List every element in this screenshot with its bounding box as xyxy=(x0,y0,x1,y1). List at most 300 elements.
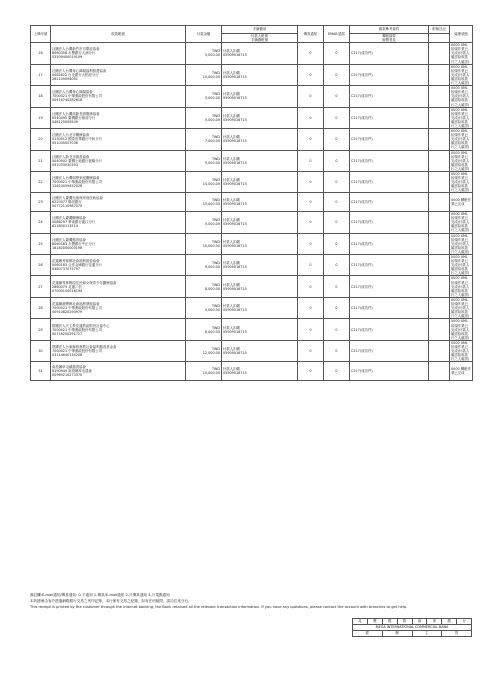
payee-name: 社團法人台灣新竹市自閉症協會 xyxy=(52,47,100,52)
payee-bank: 7000021 中華郵政股份有限公司 xyxy=(52,306,103,311)
row-email-notify: 0 xyxy=(324,193,350,212)
row-note xyxy=(222,86,298,107)
row-note-text: 付款人扣繳 xyxy=(223,156,240,161)
header-note-sub xyxy=(222,34,298,43)
row-mark xyxy=(429,340,450,361)
payee-account: 0380737075797 xyxy=(52,267,81,272)
row-payee xyxy=(51,233,186,254)
header-payee: 收款帳號 xyxy=(51,26,186,43)
row-amount-value: 5,000.00 xyxy=(204,160,220,165)
payee-account: 18180000000196 xyxy=(52,245,83,250)
row-amount xyxy=(186,64,222,85)
bank-name: MEGA INTERNATIONAL COMMERCIAL BANK xyxy=(353,625,472,631)
row-seq: 28 xyxy=(31,297,51,318)
row-payee xyxy=(51,150,186,171)
bank-stamp-cell: 際 xyxy=(397,619,412,625)
row-amount-value: 5,000.00 xyxy=(204,96,220,101)
row-note xyxy=(222,340,298,361)
bank-stamp-cell: 業 xyxy=(427,619,442,625)
row-note xyxy=(222,172,298,193)
row-amount xyxy=(186,233,222,254)
row-currency: TWD xyxy=(211,282,220,287)
row-fax-notify: 0 xyxy=(298,255,324,276)
payee-name: 社團法人臺灣關懷協會 xyxy=(52,216,86,221)
row-note-text: 付款人扣繳 xyxy=(223,70,240,75)
table-row xyxy=(31,64,473,85)
row-seq: 16 xyxy=(31,43,51,64)
payee-name: 社團法人臺灣兒童與家庭扶助協會 xyxy=(52,196,103,201)
row-result: C217(成功件) xyxy=(350,172,429,193)
row-currency: TWD xyxy=(211,239,220,244)
payee-name: 社團法人台灣身心障礙福利照護協會 xyxy=(52,68,107,73)
row-seq: 17 xyxy=(31,64,51,85)
row-amount xyxy=(186,172,222,193)
row-amount xyxy=(186,340,222,361)
header-fax-notify: 傳真通知 xyxy=(298,26,324,43)
row-email-notify: 0 xyxy=(324,150,350,171)
row-fax-notify: 0 xyxy=(298,233,324,254)
row-amount xyxy=(186,297,222,318)
row-note-text: 付款人扣繳 xyxy=(223,198,240,203)
row-note-account: 05909016715 xyxy=(223,222,247,227)
row-fax-notify: 0 xyxy=(298,319,324,340)
bank-sign-cell: 主 xyxy=(412,631,442,637)
bank-sign-cell: 經 xyxy=(353,631,383,637)
row-amount-value: 10,000.00 xyxy=(202,243,220,248)
row-email-notify: 0 xyxy=(324,86,350,107)
footer-english: This receipt is printed by the customer through the Internet banking, the Bank retained all the relevant transaction information. If you have any questions, please contact the account with branches to get help. xyxy=(30,605,408,609)
payee-account: 00969210273370 xyxy=(52,373,83,378)
payee-bank: 2860075 花蓮二信 xyxy=(52,284,82,289)
header-seq: 上傳序號 xyxy=(31,26,51,43)
bank-stamp-cell: 銀 xyxy=(442,619,457,625)
payee-bank: 0082622 台北銀行大稻埕分行 xyxy=(52,72,99,77)
row-memo: 0000 XML抬頭作業已完成(付款人確認給收款行之人確認) xyxy=(450,276,473,297)
header-email-notify: EMAIL通知 xyxy=(324,26,350,43)
payee-bank: 0040902 臺灣土地銀行板橋分行 xyxy=(52,158,103,163)
payee-account: 051035007036 xyxy=(52,141,78,146)
row-note-account: 05909016715 xyxy=(223,265,247,270)
row-email-notify: 0 xyxy=(324,276,350,297)
row-memo: 0000 XML抬頭作業已完成(付款人確認給收款行之人確認) xyxy=(450,86,473,107)
row-note xyxy=(222,64,298,85)
row-payee xyxy=(51,172,186,193)
row-note xyxy=(222,297,298,318)
footer-legend: 備註欄:E-mail通知/傳真通知: 0-不通知 1-傳真/E-mail通知 2-只傳真通知 3-只電郵通知 xyxy=(30,593,170,597)
table-row xyxy=(31,129,473,150)
row-result: C217(成功件) xyxy=(350,64,429,85)
header-amount: 付款金額 xyxy=(186,26,222,43)
row-amount-value: 14,000.00 xyxy=(202,182,220,187)
row-note xyxy=(222,193,298,212)
row-result: C217(成功件) xyxy=(350,43,429,64)
row-email-notify: 0 xyxy=(324,233,350,254)
payee-name: 南投縣草屯鎮慈善協會 xyxy=(52,365,86,369)
row-memo: 0000 XML抬頭作業已完成(付款人確認給收款行之人確認) xyxy=(450,319,473,340)
payee-name: 社團法人台灣身心障礙協會 xyxy=(52,90,93,95)
payee-account: 00416740282618 xyxy=(52,98,83,103)
row-seq: 27 xyxy=(31,276,51,297)
row-note xyxy=(222,319,298,340)
row-note-text: 付款人扣繳 xyxy=(223,325,240,330)
row-currency: TWD xyxy=(211,218,220,223)
row-amount-value: 9,000.00 xyxy=(204,265,220,270)
table-row xyxy=(31,172,473,193)
payee-bank: 0540495 臺灣銀行館前分行 xyxy=(52,115,96,120)
row-currency: TWD xyxy=(211,261,220,266)
payee-bank: 7000021 中華郵政股份有限公司 xyxy=(52,327,103,332)
row-currency: TWD xyxy=(211,198,220,203)
row-mark xyxy=(429,107,450,128)
header-memo: 處理狀態 xyxy=(450,26,473,43)
row-mark xyxy=(429,172,450,193)
row-mark xyxy=(429,129,450,150)
row-mark xyxy=(429,86,450,107)
payee-bank: 6220077 陽信銀行 xyxy=(52,200,82,205)
row-email-notify: 0 xyxy=(324,255,350,276)
row-memo: 0000 XML抬頭作業已完成(付款人確認給收款行之人確認) xyxy=(450,233,473,254)
table-row xyxy=(31,233,473,254)
table-row xyxy=(31,86,473,107)
row-fax-notify: 0 xyxy=(298,86,324,107)
payee-account: 262109094051 xyxy=(52,76,78,81)
row-fax-notify: 0 xyxy=(298,129,324,150)
row-result: C217(成功件) xyxy=(350,362,429,381)
row-email-notify: 0 xyxy=(324,129,350,150)
row-memo: 0000 轉帳作業已完成 xyxy=(450,193,473,212)
row-fax-notify: 0 xyxy=(298,193,324,212)
table-row xyxy=(31,193,473,212)
row-amount xyxy=(186,107,222,128)
row-amount xyxy=(186,193,222,212)
table-row xyxy=(31,43,473,64)
row-amount-value: 8,000.00 xyxy=(204,286,220,291)
header-result-sub xyxy=(350,34,429,43)
row-fax-notify: 0 xyxy=(298,276,324,297)
row-memo: 0000 XML抬頭作業已完成(付款人確認給收款行之人確認) xyxy=(450,150,473,171)
row-seq: 21 xyxy=(31,150,51,171)
row-amount xyxy=(186,43,222,64)
row-payee xyxy=(51,129,186,150)
row-email-notify: 0 xyxy=(324,340,350,361)
transaction-table xyxy=(30,25,473,381)
payee-bank: 8060358 永豐銀行大湳分行 xyxy=(52,51,96,56)
payee-account: 621800113510 xyxy=(52,224,78,229)
row-payee xyxy=(51,362,186,381)
row-amount-value: 5,000.00 xyxy=(204,53,220,58)
row-payee xyxy=(51,340,186,361)
payee-name: 社團法人臺灣慈善協會 xyxy=(52,237,86,242)
row-note-account: 05909016715 xyxy=(223,286,247,291)
row-seq: 26 xyxy=(31,255,51,276)
table-row xyxy=(31,297,473,318)
row-payee xyxy=(51,319,186,340)
row-mark xyxy=(429,43,450,64)
row-seq: 23 xyxy=(31,193,51,212)
row-amount-value: 7,000.00 xyxy=(204,139,220,144)
row-fax-notify: 0 xyxy=(298,43,324,64)
row-currency: TWD xyxy=(211,178,220,183)
row-amount-value: 5,000.00 xyxy=(204,117,220,122)
table-row xyxy=(31,107,473,128)
payee-bank: 7000021 中華郵政股份有限公司 xyxy=(52,349,103,354)
row-currency: TWD xyxy=(211,156,220,161)
row-fax-notify: 0 xyxy=(298,172,324,193)
row-currency: TWD xyxy=(211,70,220,75)
row-note xyxy=(222,43,298,64)
row-note-account: 05909016715 xyxy=(223,329,247,334)
row-currency: TWD xyxy=(211,49,220,54)
header-row-1 xyxy=(31,26,473,34)
payee-name: 花蓮縣壽豐鄉社會福利發展協會 xyxy=(52,302,100,307)
row-mark xyxy=(429,212,450,233)
payee-account: 091033030393 xyxy=(52,162,78,167)
payee-bank: 6190949 南投縣草屯農會 xyxy=(52,369,92,374)
payee-bank: 7000021 中華郵政股份有限公司 xyxy=(52,180,103,185)
row-result: C217(成功件) xyxy=(350,255,429,276)
bank-sign-cell: 管 xyxy=(442,631,472,637)
header-memo-sub xyxy=(429,34,450,43)
row-result: C217(成功件) xyxy=(350,233,429,254)
row-seq: 25 xyxy=(31,233,51,254)
row-memo: 0000 XML抬頭作業已完成(付款人確認給收款行之人確認) xyxy=(450,255,473,276)
payee-name: 花蓮縣秀林鄉社會福利慈善協會 xyxy=(52,259,100,264)
row-note xyxy=(222,362,298,381)
row-note-account: 05909016715 xyxy=(223,53,247,58)
footer-disclaimer: 本收據係由客戶透過網路銀行交易之列印記錄，本行保有交易之紀錄，如有任何疑問，請洽往來分行。 xyxy=(30,599,192,603)
payee-name: 花蓮縣秀林鄉原住民婦女與青少年關懷協會 xyxy=(52,280,117,285)
row-amount-value: 10,000.00 xyxy=(202,74,220,79)
row-mark xyxy=(429,233,450,254)
row-email-notify: 0 xyxy=(324,212,350,233)
row-note xyxy=(222,129,298,150)
row-mark xyxy=(429,64,450,85)
payee-account: 00772110987070 xyxy=(52,204,83,209)
row-email-notify: 0 xyxy=(324,319,350,340)
header-result-top: 轉帳摘要 xyxy=(382,34,396,38)
payee-account: 03509400019109 xyxy=(52,55,83,60)
row-currency: TWD xyxy=(211,113,220,118)
row-email-notify: 0 xyxy=(324,297,350,318)
row-email-notify: 0 xyxy=(324,64,350,85)
row-payee xyxy=(51,297,186,318)
row-mark xyxy=(429,193,450,212)
row-note-text: 付款人扣繳 xyxy=(223,239,240,244)
row-currency: TWD xyxy=(211,304,220,309)
row-note-text: 付款人扣繳 xyxy=(223,261,240,266)
row-fax-notify: 0 xyxy=(298,107,324,128)
row-email-notify: 0 xyxy=(324,362,350,381)
payee-bank: 8060183 永豐銀行中正分行 xyxy=(52,241,96,246)
row-result: C217(成功件) xyxy=(350,107,429,128)
row-mark xyxy=(429,255,450,276)
row-note-text: 付款人扣繳 xyxy=(223,367,240,372)
row-note-text: 付款人扣繳 xyxy=(223,304,240,309)
row-currency: TWD xyxy=(211,347,220,352)
row-seq: 18 xyxy=(31,86,51,107)
payee-account: 00910820290979 xyxy=(52,310,83,315)
payee-name: 社團法人台灣弱勢家庭關懷協會 xyxy=(52,176,100,181)
table-row xyxy=(31,319,473,340)
row-mark xyxy=(429,276,450,297)
row-payee xyxy=(51,276,186,297)
row-fax-notify: 0 xyxy=(298,150,324,171)
row-memo: 0000 XML抬頭作業已完成(付款人確認給收款行之人確認) xyxy=(450,340,473,361)
row-seq: 20 xyxy=(31,129,51,150)
row-note-account: 05909016715 xyxy=(223,202,247,207)
row-amount-value: 5,000.00 xyxy=(204,222,220,227)
row-note xyxy=(222,212,298,233)
row-result: C217(成功件) xyxy=(350,319,429,340)
row-memo: 0000 XML抬頭作業已完成(付款人確認給收款行之人確認) xyxy=(450,172,473,193)
table-row xyxy=(31,340,473,361)
payee-account: 048125009509 xyxy=(52,119,78,124)
row-amount-value: 12,000.00 xyxy=(202,351,220,356)
row-amount xyxy=(186,255,222,276)
row-fax-notify: 0 xyxy=(298,297,324,318)
bank-stamp-cell: 商 xyxy=(412,619,427,625)
row-amount-value: 10,000.00 xyxy=(202,202,220,207)
bank-stamp-cell: 兆 xyxy=(353,619,368,625)
table-row xyxy=(31,212,473,233)
row-mark xyxy=(429,150,450,171)
row-email-notify: 0 xyxy=(324,107,350,128)
row-fax-notify: 0 xyxy=(298,64,324,85)
row-amount xyxy=(186,129,222,150)
row-seq: 24 xyxy=(31,212,51,233)
row-note xyxy=(222,276,298,297)
row-payee xyxy=(51,64,186,85)
row-note xyxy=(222,107,298,128)
header-memo-group: 附檢註記 xyxy=(429,26,450,34)
row-note-account: 05909016715 xyxy=(223,371,247,376)
row-amount-value: 5,000.00 xyxy=(204,308,220,313)
table-row xyxy=(31,276,473,297)
row-memo: 0000 XML抬頭作業已完成(付款人確認給收款行之人確認) xyxy=(450,64,473,85)
bank-stamp-cell: 國 xyxy=(382,619,397,625)
row-note-text: 付款人扣繳 xyxy=(223,282,240,287)
row-note-text: 付款人扣繳 xyxy=(223,113,240,118)
row-note xyxy=(222,233,298,254)
row-result: C217(成功件) xyxy=(350,129,429,150)
row-memo: 0000 轉帳作業已完成 xyxy=(450,362,473,381)
row-memo: 0000 XML抬頭作業已完成(付款人確認給收款行之人確認) xyxy=(450,212,473,233)
row-currency: TWD xyxy=(211,135,220,140)
row-amount xyxy=(186,362,222,381)
row-note-text: 付款人扣繳 xyxy=(223,49,240,54)
row-memo: 0000 XML抬頭作業已完成(付款人確認給收款行之人確認) xyxy=(450,129,473,150)
row-payee xyxy=(51,193,186,212)
row-note-account: 05909016715 xyxy=(223,182,247,187)
row-result: C217(成功件) xyxy=(350,193,429,212)
row-amount xyxy=(186,212,222,233)
header-result-bottom: 檢閱者及 xyxy=(382,38,396,43)
row-note-account: 05909016715 xyxy=(223,243,247,248)
row-note-account: 05909016715 xyxy=(223,160,247,165)
header-note-top: 付款人帳號 xyxy=(251,34,268,38)
row-currency: TWD xyxy=(211,325,220,330)
row-mark xyxy=(429,362,450,381)
row-payee xyxy=(51,86,186,107)
row-payee xyxy=(51,43,186,64)
header-note-group: 手續費用 xyxy=(222,26,298,34)
row-payee xyxy=(51,255,186,276)
bank-stamp-cell: 行 xyxy=(457,619,472,625)
row-amount xyxy=(186,319,222,340)
bank-stamp-box xyxy=(352,618,472,637)
payee-bank: 0086257 華南銀行龍江分行 xyxy=(52,220,96,225)
row-amount xyxy=(186,86,222,107)
row-mark xyxy=(429,297,450,318)
row-result: C217(成功件) xyxy=(350,297,429,318)
payee-name: 財團法人台東縣基督教社會福利慈善基金會 xyxy=(52,344,117,349)
header-result-group: 匯款參考資料 xyxy=(350,26,429,34)
row-result: C217(成功件) xyxy=(350,150,429,171)
row-seq: 29 xyxy=(31,319,51,340)
payee-account: 12610009452028 xyxy=(52,184,83,189)
payee-name: 社團法人新北市慈善協會 xyxy=(52,154,90,159)
row-currency: TWD xyxy=(211,367,220,372)
row-seq: 19 xyxy=(31,107,51,128)
row-note-text: 付款人扣繳 xyxy=(223,347,240,352)
row-amount-value: 10,000.00 xyxy=(202,371,220,376)
payee-bank: 7000021 中華郵政股份有限公司 xyxy=(52,94,103,99)
row-note-text: 付款人扣繳 xyxy=(223,92,240,97)
header-note-bottom: 手續費帳號 xyxy=(251,38,268,43)
row-amount xyxy=(186,276,222,297)
row-amount-value: 8,000.00 xyxy=(204,329,220,334)
payee-account: 03114640134208 xyxy=(52,353,83,358)
row-memo: 0000 XML抬頭作業已完成(付款人確認給收款行之人確認) xyxy=(450,107,473,128)
row-note-text: 付款人扣繳 xyxy=(223,218,240,223)
row-payee xyxy=(51,212,186,233)
table-row xyxy=(31,362,473,381)
row-note xyxy=(222,255,298,276)
row-memo: 0000 XML抬頭作業已完成(付款人確認給收款行之人確認) xyxy=(450,43,473,64)
row-result: C217(成功件) xyxy=(350,276,429,297)
row-email-notify: 0 xyxy=(324,43,350,64)
table-row xyxy=(31,150,473,171)
row-fax-notify: 0 xyxy=(298,362,324,381)
row-note-text: 付款人扣繳 xyxy=(223,178,240,183)
row-fax-notify: 0 xyxy=(298,212,324,233)
row-fax-notify: 0 xyxy=(298,340,324,361)
payee-name: 社團法人台北市關懷協會 xyxy=(52,133,90,138)
row-note-account: 05909016715 xyxy=(223,96,247,101)
row-amount xyxy=(186,150,222,171)
row-payee xyxy=(51,107,186,128)
row-seq: 22 xyxy=(31,172,51,193)
table-row xyxy=(31,255,473,276)
row-memo: 0000 XML抬頭作業已完成(付款人確認給收款行之人確認) xyxy=(450,297,473,318)
row-note-account: 05909016715 xyxy=(223,139,247,144)
row-note-account: 05909016715 xyxy=(223,74,247,79)
row-result: C217(成功件) xyxy=(350,212,429,233)
row-note-text: 付款人扣繳 xyxy=(223,135,240,140)
row-note xyxy=(222,150,298,171)
row-seq: 30 xyxy=(31,340,51,361)
row-result: C217(成功件) xyxy=(350,340,429,361)
bank-sign-cell: 辦 xyxy=(382,631,412,637)
row-mark xyxy=(429,319,450,340)
payee-account: 07000100016194 xyxy=(52,288,83,293)
row-seq: 31 xyxy=(31,362,51,381)
payee-bank: 0130512 國泰世華銀行中和分行 xyxy=(52,137,103,142)
row-result: C217(成功件) xyxy=(350,86,429,107)
payee-name: 社團法人台灣高齡長照服務協會 xyxy=(52,111,100,116)
row-currency: TWD xyxy=(211,92,220,97)
payee-name: 財團法人天主教花蓮教區附設社福中心 xyxy=(52,323,110,328)
